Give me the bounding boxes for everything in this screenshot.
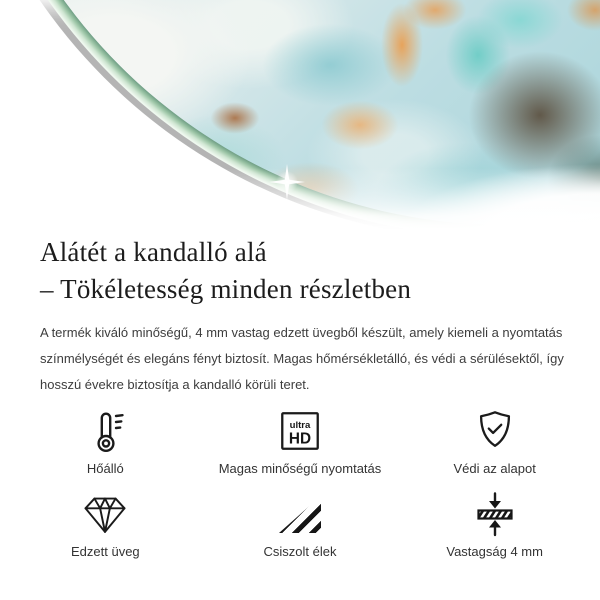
hero-bottom-fade — [0, 0, 600, 230]
page-title-line1: Alátét a kandalló alá — [40, 237, 267, 267]
feature-label: Edzett üveg — [71, 544, 140, 559]
svg-text:HD: HD — [288, 430, 312, 448]
feature-label: Vastagság 4 mm — [446, 544, 543, 559]
shield-check-icon — [472, 407, 518, 455]
page-title — [40, 234, 560, 308]
feature-item-tempered-glass — [8, 490, 203, 559]
description-line: A termék kiváló minőségű, 4 mm vastag edzett üvegből készült, amely kiemeli a nyomtatás — [40, 325, 563, 340]
feature-grid — [0, 407, 600, 559]
feature-item-protects-base — [397, 407, 592, 476]
feature-item-heat-resistant — [8, 407, 203, 476]
diamond-icon — [79, 490, 131, 538]
product-description — [40, 320, 564, 398]
feature-item-ultra-hd-print — [203, 407, 398, 476]
page-title-line2: – Tökéletesség minden részletben — [40, 274, 412, 304]
feature-label: Magas minőségű nyomtatás — [218, 461, 382, 476]
svg-text:ultra: ultra — [289, 420, 311, 432]
product-hero-image — [0, 0, 600, 230]
feature-item-thickness — [397, 490, 592, 559]
thermometer-icon — [81, 407, 129, 455]
thickness-icon — [471, 490, 519, 538]
feature-label: Védi az alapot — [453, 461, 536, 476]
ultra-hd-icon — [277, 407, 323, 455]
polished-edges-icon — [279, 490, 321, 538]
description-line: színmélységét és elegáns fényt biztosít. Magas hőmérsékletálló, és védi a sérülésektől, így — [40, 351, 564, 366]
feature-item-polished-edges — [203, 490, 398, 559]
feature-label: Csiszolt élek — [263, 544, 337, 559]
description-line: hosszú évekre biztosítja a kandalló körüli teret. — [40, 377, 310, 392]
feature-label: Hőálló — [86, 461, 124, 476]
